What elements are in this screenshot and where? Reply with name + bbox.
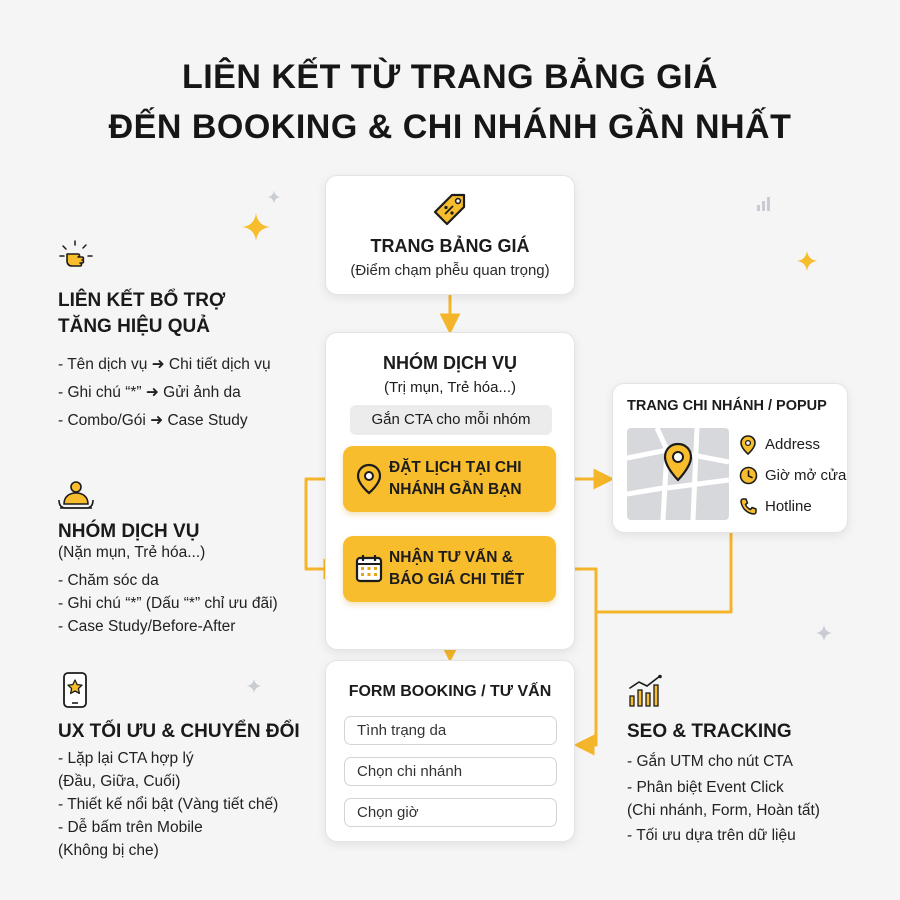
branch-hotline-label: Hotline: [765, 498, 812, 515]
mobile-star-icon: [62, 672, 88, 713]
location-pin-icon: [355, 463, 383, 500]
cta-consult-line1: NHẬN TƯ VẤN &: [389, 549, 513, 566]
cta-tag: Gắn CTA cho mỗi nhóm: [350, 405, 552, 435]
phone-icon: [739, 497, 758, 520]
map-icon: [627, 428, 729, 525]
list-item: - Combo/Gói ➜ Case Study: [58, 412, 248, 429]
cta-consult-line2: BÁO GIÁ CHI TIẾT: [389, 571, 525, 588]
pricing-card-subtitle: (Điểm chạm phễu quan trọng): [350, 262, 550, 279]
sparkle-decoration: [796, 250, 818, 272]
sparkle-decoration: [267, 190, 281, 204]
list-item: (Chi nhánh, Form, Hoàn tất): [627, 802, 820, 819]
clock-icon: [739, 466, 758, 489]
ux-heading: UX TỐI ƯU & CHUYỂN ĐỔI: [58, 721, 300, 742]
page-title-line1: LIÊN KẾT TỪ TRANG BẢNG GIÁ: [181, 58, 719, 96]
bar-chart-decoration: [756, 196, 772, 212]
list-item: - Ghi chú “*” (Dấu “*” chỉ ưu đãi): [58, 595, 278, 612]
sparkle-decoration: [241, 212, 271, 242]
spa-treatment-icon: [58, 478, 94, 515]
list-item: - Phân biệt Event Click: [627, 779, 784, 796]
group-subtitle: (Nặn mụn, Trẻ hóa...): [58, 544, 206, 561]
book-nearest-branch-button[interactable]: [343, 446, 556, 512]
list-item: - Gắn UTM cho nút CTA: [627, 753, 793, 770]
links-heading-line2: TĂNG HIỆU QUẢ: [58, 316, 210, 337]
branch-address-label: Address: [765, 436, 821, 453]
branch-hours-label: Giờ mở cửa: [765, 467, 847, 484]
list-item: (Không bị che): [58, 842, 159, 859]
pricing-page-card[interactable]: [325, 175, 575, 295]
form-card-title: FORM BOOKING / TƯ VẤN: [348, 683, 552, 700]
list-item: - Chăm sóc da: [58, 572, 159, 589]
time-select-field[interactable]: Chọn giờ: [344, 798, 557, 827]
pricing-card-title: TRANG BẢNG GIÁ: [370, 236, 530, 256]
price-tag-icon: [430, 190, 470, 235]
page-title-line2: ĐẾN BOOKING & CHI NHÁNH GẦN NHẤT: [108, 108, 792, 146]
list-item: - Dễ bấm trên Mobile: [58, 819, 203, 836]
list-item: - Ghi chú “*” ➜ Gửi ảnh da: [58, 384, 241, 401]
group-card-title: NHÓM DỊCH VỤ: [383, 353, 517, 373]
get-consultation-button[interactable]: [343, 536, 556, 602]
list-item: - Case Study/Before-After: [58, 618, 236, 635]
group-heading: NHÓM DỊCH VỤ: [58, 521, 200, 542]
list-item: - Thiết kế nổi bật (Vàng tiết chế): [58, 796, 279, 813]
hand-pointer-icon: [58, 240, 94, 279]
sparkle-decoration: [246, 678, 262, 694]
list-item: (Đầu, Giữa, Cuối): [58, 773, 181, 790]
links-heading-line1: LIÊN KẾT BỔ TRỢ: [58, 290, 226, 311]
location-pin-icon: [739, 435, 757, 459]
group-card-subtitle: (Trị mụn, Trẻ hóa...): [384, 379, 516, 396]
skin-condition-field[interactable]: Tình trạng da: [344, 716, 557, 745]
branch-card-title: TRANG CHI NHÁNH / POPUP: [627, 398, 827, 414]
booking-form-card: [325, 660, 575, 842]
list-item: - Tối ưu dựa trên dữ liệu: [627, 827, 796, 844]
calendar-icon: [355, 553, 383, 588]
list-item: - Tên dịch vụ ➜ Chi tiết dịch vụ: [58, 356, 271, 373]
analytics-chart-icon: [627, 674, 663, 713]
branch-popup-card[interactable]: [612, 383, 848, 533]
branch-select-field[interactable]: Chọn chi nhánh: [344, 757, 557, 786]
sparkle-decoration: [815, 624, 833, 642]
cta-booking-line2: NHÁNH GẦN BẠN: [389, 481, 522, 498]
seo-heading: SEO & TRACKING: [627, 721, 792, 742]
arrow-branch-to-form: [582, 534, 731, 745]
list-item: - Lặp lại CTA hợp lý: [58, 750, 194, 767]
cta-booking-line1: ĐẶT LỊCH TẠI CHI: [389, 459, 522, 476]
